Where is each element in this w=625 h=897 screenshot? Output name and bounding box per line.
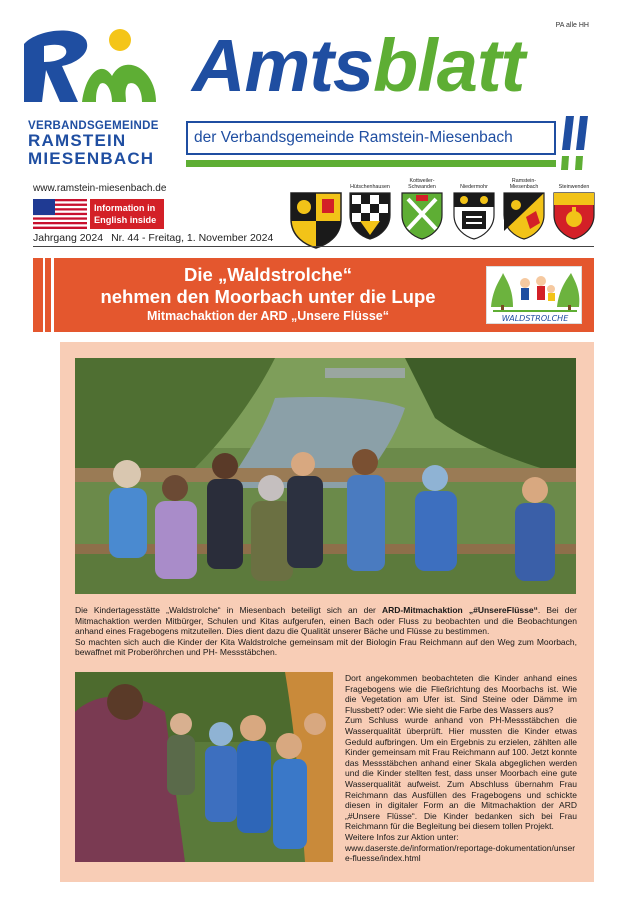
vg-line-1: VERBANDSGEMEINDE <box>28 120 159 132</box>
slash-decoration <box>560 116 594 170</box>
kids-at-creek-photo <box>75 358 576 594</box>
waldstrolche-logo-text: WALDSTROLCHE <box>501 314 569 323</box>
crest-huetschenhausen <box>348 178 392 241</box>
english-info-badge[interactable] <box>90 199 164 229</box>
us-flag-icon <box>33 199 87 229</box>
crest-label: Kottweiler-Schwanden <box>408 178 436 190</box>
verbandsgemeinde-name <box>28 120 168 168</box>
masthead-subtitle: der Verbandsgemeinde Ramstein-Miesenbach <box>186 121 556 155</box>
orange-stripe <box>45 258 51 332</box>
article-title-line-2: nehmen den Moorbach unter die Lupe <box>100 286 436 307</box>
distribution-note: PA alle HH <box>555 22 589 29</box>
shield-icon <box>502 191 546 241</box>
article-intro <box>75 605 577 658</box>
waldstrolche-logo <box>486 266 582 324</box>
crest-label: Niedermohr <box>460 184 488 190</box>
shield-icon <box>452 191 496 241</box>
issue-number-date: Nr. 44 - Freitag, 1. November 2024 <box>111 232 274 244</box>
crest-niedermohr <box>452 178 496 241</box>
article-kicker: Mitmachaktion der ARD „Unsere Flüsse“ <box>147 309 389 323</box>
crest-label: Steinwenden <box>558 184 590 190</box>
masthead-title <box>192 26 524 106</box>
crest-verbandsgemeinde <box>288 178 344 249</box>
crest-ramstein-miesenbach <box>502 178 546 241</box>
english-info-line-1: Information in <box>94 203 156 213</box>
body-paragraph-2: Zum Schluss wurde anhand von PH-Messstäbchen die Wasserqualität überprüft. Hier mussten die Kinder etwas Geduld aufbringen. Um ein Ergebnis zu erzielen, zählten alle Kinder gemeinsam mit Frau Reichmann auf 100. Jetzt konnte das Messstäbchen anhand einer Skala abgeglichen werden und die Kinder stellten fest, dass unser Moorbach eine gute Wasserqualität aufweist. Zum Abschluss übernahm Frau Reichmann das Ausfüllen des Fragebogens und schickte diesen in digitaler Form an die Mitmachaktion der ARD „#Unsere Flüsse“. Die Kinder bedanken sich bei Frau Reichmann für die Begleitung bei diesem tollen Projekt. <box>345 715 577 832</box>
header-rule <box>33 246 594 247</box>
biologist-with-kids-photo <box>75 672 333 862</box>
masthead-part-1: Amts <box>192 24 374 107</box>
orange-stripe <box>33 258 43 332</box>
issue-line <box>33 232 273 244</box>
intro-text-a: Die Kindertagesstätte „Waldstrolche“ in Miesenbach beteiligt sich an der <box>75 605 382 615</box>
external-link[interactable]: www.daserste.de/information/reportage-dokumentation/unsere-fluesse/index.html <box>345 842 576 864</box>
intro-text-b: . Bei der Mitmachaktion werden Mitbürger, Schulen und Kitas aufgerufen, einen Bach oder Fluss zu beobachten und die Beobachtungen anhand eines Fragebogens mitzuteilen. Dies dient dazu die Qualität unserer Bäche und Flüsse zu bestimmen. <box>75 605 577 636</box>
crest-kottweiler-schwanden <box>400 178 444 241</box>
intro-text-c: So machten sich auch die Kinder der Kita Waldstrolche gemeinsam mit der Biologin Frau Reichmann auf den Weg zum Moorbach, bewaffnet mit Proberöhrchen und PH- Messstäbchen. <box>75 636 577 657</box>
vg-line-2: RAMSTEIN <box>28 131 127 150</box>
crest-label: Ramstein-Miesenbach <box>509 178 539 190</box>
crest-label <box>288 178 344 190</box>
body-paragraph-1: Dort angekommen beobachteten die Kinder anhand eines Fragebogens wie die Fließrichtung des Moorbachs ist. Wie die Vegetation am Ufer ist. Sind Steine oder Dämme im Flussbett? oder: Wie sieht die Farbe des Wassers aus? <box>345 673 577 715</box>
intro-bold: ARD-Mitmachaktion „#UnsereFlüsse“ <box>382 605 538 615</box>
shield-icon <box>400 191 444 241</box>
article-header-band <box>33 258 594 332</box>
masthead-part-2: blatt <box>373 24 525 107</box>
english-info-line-2: English inside <box>94 215 157 225</box>
body-paragraph-3: Weitere Infos zur Aktion unter: <box>345 831 459 842</box>
crest-label: Hütschenhausen <box>350 184 390 190</box>
crest-steinwenden <box>552 178 596 241</box>
article-body-column <box>345 673 577 864</box>
municipality-crests <box>288 178 594 248</box>
green-divider <box>186 160 556 167</box>
ramstein-miesenbach-logo <box>16 24 166 116</box>
shield-icon <box>288 191 344 249</box>
waldstrolche-logo-image <box>487 267 583 325</box>
shield-icon <box>552 191 596 241</box>
article-title-line-1: Die „Waldstrolche“ <box>184 264 352 285</box>
article-title-block <box>54 258 482 332</box>
issue-year: Jahrgang 2024 <box>33 232 104 244</box>
website-link[interactable]: www.ramstein-miesenbach.de <box>33 183 167 194</box>
vg-line-3: MIESENBACH <box>28 149 155 168</box>
shield-icon <box>348 191 392 241</box>
